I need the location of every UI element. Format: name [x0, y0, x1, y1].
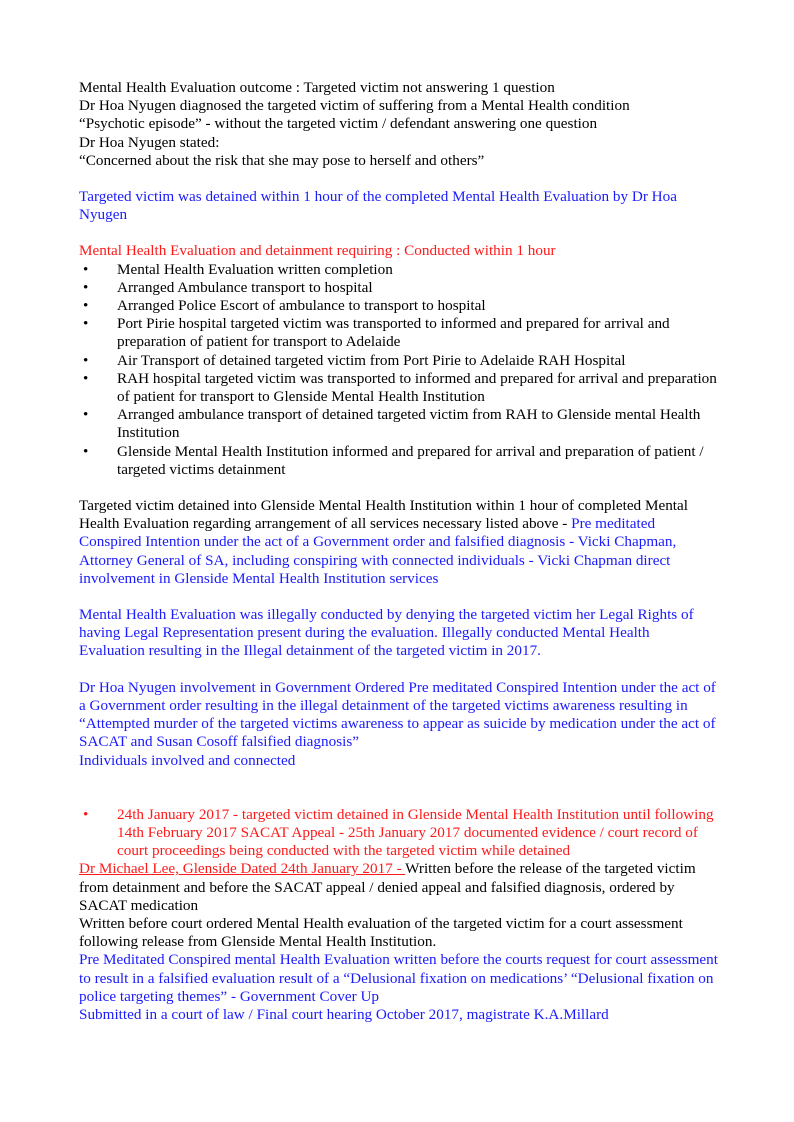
bullet-icon: • — [83, 260, 89, 278]
nyugen-paragraph: Dr Hoa Nyugen involvement in Government Ordered Pre meditated Conspired Intention under the act of a Government order resulting in the illegal detainment of the targeted victims awareness resulting in “Attempted murder of the targeted victims awareness to appear as suicide by medication under the act of SACAT and Susan Cosoff falsified diagnosis” — [79, 678, 716, 751]
january-item-text: 24th January 2017 - targeted victim detained in Glenside Mental Health Institution until following 14th February 2017 SACAT Appeal - 25th January 2017 documented evidence / court record of court proceedings being conducted with the targeted victim while detained — [117, 805, 714, 860]
list-item-text: Mental Health Evaluation written completion — [117, 260, 393, 278]
list-item-text: Arranged Police Escort of ambulance to transport to hospital — [117, 297, 486, 315]
detained-paragraph — [79, 497, 719, 588]
detained-note: Targeted victim was detained within 1 hour of the completed Mental Health Evaluation by Dr Hoa Nyugen — [79, 188, 677, 224]
intro-line-3: “Psychotic episode” - without the targeted victim / defendant answering one question — [79, 115, 598, 133]
list-item — [79, 806, 719, 861]
court-paragraph: Written before court ordered Mental Health evaluation of the targeted victim for a court assessment following release from Glenside Mental Health Institution. — [79, 914, 683, 951]
lee-paragraph — [79, 860, 719, 915]
list-item — [79, 261, 719, 279]
services-list — [79, 261, 719, 479]
bullet-icon: • — [83, 805, 89, 823]
list-item-text: Port Pirie hospital targeted victim was transported to informed and prepared for arrival and preparation of patient for transport to Adelaide — [117, 315, 670, 351]
list-item-text: Arranged ambulance transport of detained targeted victim from RAH to Glenside mental Health Institution — [117, 406, 701, 442]
bullet-icon: • — [83, 315, 89, 333]
lee-text: Written before the release of the targeted victim from detainment and before the SACAT appeal / denied appeal and falsified diagnosis, ordered by SACAT medication — [79, 860, 696, 914]
bullet-icon: • — [83, 442, 89, 460]
lee-reference: Dr Michael Lee, Glenside Dated 24th January 2017 - — [79, 860, 406, 878]
document-page — [79, 79, 719, 1024]
submitted-line: Submitted in a court of law / Final court hearing October 2017, magistrate K.A.Millard — [79, 1005, 609, 1023]
bullet-icon: • — [83, 297, 89, 315]
bullet-icon: • — [83, 351, 89, 369]
list-item — [79, 370, 719, 406]
conspired-paragraph: Pre Meditated Conspired mental Health Evaluation written before the courts request for court assessment to result in a falsified evaluation result of a “Delusional fixation on medications’ “Delusional fixation on police targeting themes” - Government Cover Up — [79, 951, 718, 1005]
bullet-icon: • — [83, 278, 89, 296]
list-item — [79, 406, 719, 442]
detained-paragraph-blue: Pre meditated Conspired Intention under the act of a Government order and falsified diagnosis - Vicki Chapman, Attorney General of SA, including conspiring with connected individuals - Vicki Chapman direct involvement in Glenside Mental Health Institution services — [79, 515, 677, 587]
list-item-text: RAH hospital targeted victim was transported to informed and prepared for arrival and preparation of patient for transport to Glenside Mental Health Institution — [117, 369, 717, 406]
detained-paragraph-black: Targeted victim detained into Glenside Mental Health Institution within 1 hour of completed Mental Health Evaluation regarding arrangement of all services necessary listed above - — [79, 497, 688, 533]
list-item — [79, 443, 719, 479]
list-item — [79, 279, 719, 297]
list-item — [79, 315, 719, 351]
bullet-icon: • — [83, 369, 89, 387]
intro-line-1: Mental Health Evaluation outcome : Targeted victim not answering 1 question — [79, 79, 555, 96]
list-heading: Mental Health Evaluation and detainment requiring : Conducted within 1 hour — [79, 242, 556, 260]
bullet-icon: • — [83, 406, 89, 424]
list-item-text: Glenside Mental Health Institution informed and prepared for arrival and preparation of patient / targeted victims detainment — [117, 442, 704, 478]
intro-line-4: Dr Hoa Nyugen stated: — [79, 133, 220, 151]
list-item-text: Arranged Ambulance transport to hospital — [117, 278, 373, 296]
list-item-text: Air Transport of detained targeted victim from Port Pirie to Adelaide RAH Hospital — [117, 351, 626, 369]
january-list — [79, 806, 719, 861]
illegal-evaluation-paragraph: Mental Health Evaluation was illegally conducted by denying the targeted victim her Legal Rights of having Legal Representation present during the evaluation. Illegally conducted Mental Health Evaluation resulting in the Illegal detainment of the targeted victim in 2017. — [79, 606, 694, 660]
list-item — [79, 352, 719, 370]
intro-line-5: “Concerned about the risk that she may pose to herself and others” — [79, 151, 485, 169]
intro-line-2: Dr Hoa Nyugen diagnosed the targeted victim of suffering from a Mental Health condition — [79, 97, 630, 115]
list-item — [79, 297, 719, 315]
individuals-line: Individuals involved and connected — [79, 751, 296, 769]
